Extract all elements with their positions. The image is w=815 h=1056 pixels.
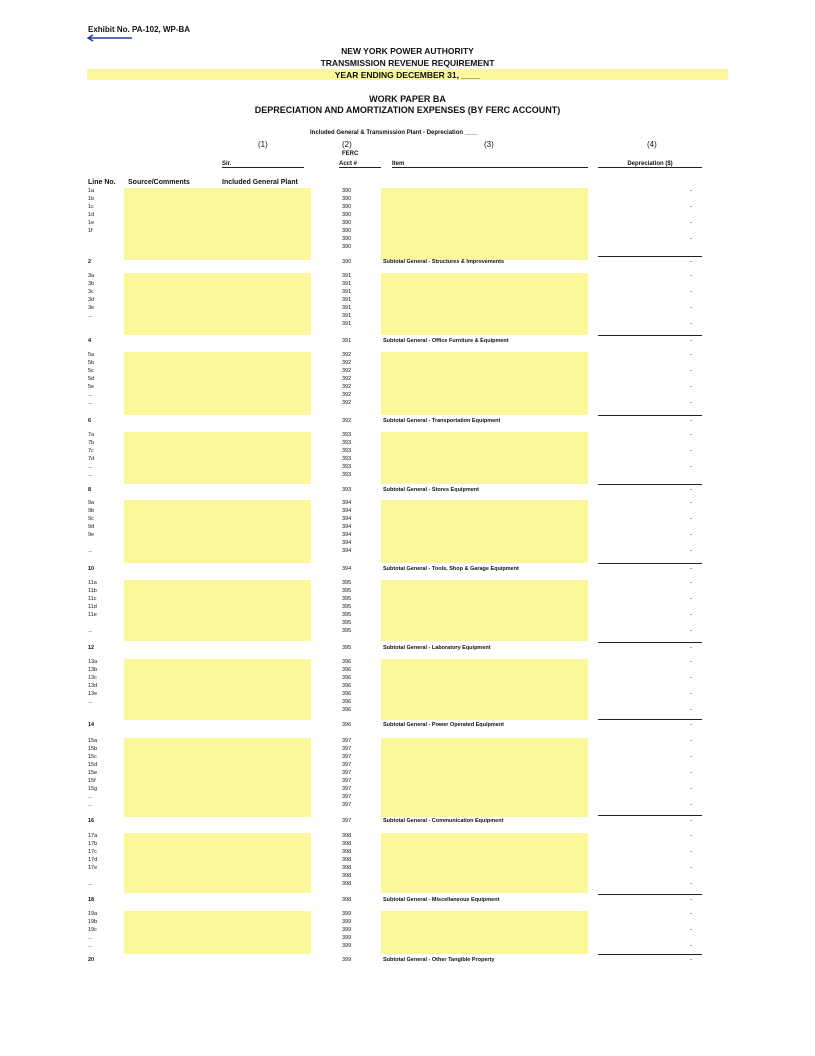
depreciation-value: - xyxy=(690,580,692,586)
subtotal-rule xyxy=(598,894,702,895)
acct-header: Acct # xyxy=(339,161,381,168)
ferc-account: 398 xyxy=(342,833,352,839)
ferc-account: 397 xyxy=(342,754,352,760)
subtotal-value: - xyxy=(690,487,692,493)
line-number: ... xyxy=(88,699,93,705)
subtotal-label: Subtotal General - Structures & Improvements xyxy=(383,259,505,265)
subtotal-line-number: 14 xyxy=(88,722,95,728)
depreciation-value: - xyxy=(690,352,692,358)
line-number: 13d xyxy=(88,683,98,689)
subtotal-line-number: 18 xyxy=(88,897,95,903)
ferc-account: 392 xyxy=(342,368,352,374)
subtotal-rule xyxy=(598,719,702,720)
line-number: 15f xyxy=(88,778,96,784)
ferc-account: 394 xyxy=(342,516,352,522)
depreciation-value: - xyxy=(690,943,692,949)
line-number: 13e xyxy=(88,691,98,697)
subtotal-value: - xyxy=(690,338,692,344)
depreciation-value: - xyxy=(690,236,692,242)
ferc-account: 398 xyxy=(342,857,352,863)
depreciation-value: - xyxy=(690,321,692,327)
line-number: 13a xyxy=(88,659,98,665)
ferc-account: 395 xyxy=(342,580,352,586)
subtotal-account: 397 xyxy=(342,818,352,824)
item-input-band xyxy=(381,432,588,484)
ferc-account: 391 xyxy=(342,313,352,319)
ferc-account: 394 xyxy=(342,532,352,538)
depreciation-value: - xyxy=(690,273,692,279)
source-input-band xyxy=(124,580,311,641)
item-input-band xyxy=(381,738,588,817)
source-comments-header: Source/Comments xyxy=(128,179,190,186)
ferc-account: 393 xyxy=(342,464,352,470)
ferc-account: 396 xyxy=(342,683,352,689)
depreciation-value: - xyxy=(690,400,692,406)
depreciation-value: - xyxy=(690,220,692,226)
ferc-account: 395 xyxy=(342,612,352,618)
ferc-account: 394 xyxy=(342,540,352,546)
ferc-account: 391 xyxy=(342,305,352,311)
subtotal-account: 396 xyxy=(342,722,352,728)
line-number: 1d xyxy=(88,212,95,218)
line-number: 11a xyxy=(88,580,97,586)
depreciation-value: - xyxy=(690,596,692,602)
depreciation-value: - xyxy=(690,833,692,839)
ferc-account: 396 xyxy=(342,675,352,681)
line-number: 3c xyxy=(88,289,94,295)
depreciation-value: - xyxy=(690,548,692,554)
ferc-account: 396 xyxy=(342,707,352,713)
line-number: 9c xyxy=(88,516,94,522)
line-number: ... xyxy=(88,943,93,949)
line-number: 11e xyxy=(88,612,97,618)
subtotal-line-number: 2 xyxy=(88,259,92,265)
line-number: 11d xyxy=(88,604,97,610)
ferc-account: 398 xyxy=(342,873,352,879)
ferc-account: 397 xyxy=(342,794,352,800)
ferc-account: 391 xyxy=(342,281,352,287)
exhibit-label: Exhibit No. PA-102, WP-BA xyxy=(88,25,191,34)
source-input-band xyxy=(124,911,311,954)
item-input-band xyxy=(381,188,588,260)
subtotal-line-number: 16 xyxy=(88,818,95,824)
item-input-band xyxy=(381,911,588,954)
depreciation-value: - xyxy=(690,612,692,618)
depreciation-header: Depreciation ($) xyxy=(598,161,702,168)
depreciation-value: - xyxy=(690,786,692,792)
sir-header: Sir. xyxy=(222,161,304,168)
line-number: ... xyxy=(88,802,93,808)
line-number: ... xyxy=(88,881,93,887)
ferc-account: 393 xyxy=(342,472,352,478)
ferc-account: 399 xyxy=(342,943,352,949)
depreciation-value: - xyxy=(690,516,692,522)
line-number: 15d xyxy=(88,762,98,768)
ferc-account: 391 xyxy=(342,321,352,327)
line-number: ... xyxy=(88,794,93,800)
ferc-account: 396 xyxy=(342,699,352,705)
report-title: TRANSMISSION REVENUE REQUIREMENT xyxy=(320,58,495,68)
line-number: 5e xyxy=(88,384,95,390)
subtotal-value: - xyxy=(690,645,692,651)
line-number: 1f xyxy=(88,228,93,234)
depreciation-value: - xyxy=(690,464,692,470)
subtotal-label: Subtotal General - Miscellaneous Equipment xyxy=(383,897,500,903)
depreciation-value: - xyxy=(690,927,692,933)
subtotal-line-number: 4 xyxy=(88,338,92,344)
ferc-account: 395 xyxy=(342,628,352,634)
line-number: 1c xyxy=(88,204,94,210)
line-number: 7c xyxy=(88,448,94,454)
depreciation-value: - xyxy=(690,849,692,855)
depreciation-value: - xyxy=(690,500,692,506)
source-input-band xyxy=(124,500,311,563)
subtotal-account: 392 xyxy=(342,418,352,424)
subtotal-account: 391 xyxy=(342,338,352,344)
ferc-account: 399 xyxy=(342,927,352,933)
ferc-account: 398 xyxy=(342,881,352,887)
ferc-account: 390 xyxy=(342,188,352,194)
item-header: Item xyxy=(392,161,588,168)
line-number: 9a xyxy=(88,500,95,506)
subtotal-rule xyxy=(598,484,702,485)
subtotal-label: Subtotal General - Transportation Equipment xyxy=(383,418,501,424)
subtotal-rule xyxy=(598,642,702,643)
ferc-account: 396 xyxy=(342,659,352,665)
line-number: 13c xyxy=(88,675,97,681)
subtotal-account: 393 xyxy=(342,487,352,493)
depreciation-value: - xyxy=(690,188,692,194)
depreciation-value: - xyxy=(690,770,692,776)
depreciation-value: - xyxy=(690,865,692,871)
ferc-account: 395 xyxy=(342,620,352,626)
ferc-account: 396 xyxy=(342,691,352,697)
work-paper-subtitle: DEPRECIATION AND AMORTIZATION EXPENSES (BY FERC ACCOUNT) xyxy=(254,105,561,115)
line-number: 9b xyxy=(88,508,95,514)
line-number: ... xyxy=(88,313,93,319)
subtotal-value: - xyxy=(690,259,692,265)
included-general-plant-header: Included General Plant xyxy=(222,179,298,186)
depreciation-value: - xyxy=(690,305,692,311)
line-number: ... xyxy=(88,935,93,941)
line-number: ... xyxy=(88,400,93,406)
year-ending: YEAR ENDING DECEMBER 31, ____ xyxy=(334,70,481,80)
line-number: 1a xyxy=(88,188,95,194)
ferc-account: 392 xyxy=(342,392,352,398)
ferc-account: 394 xyxy=(342,500,352,506)
subtotal-rule xyxy=(598,256,702,257)
item-input-band xyxy=(381,500,588,563)
ferc-account: 392 xyxy=(342,376,352,382)
line-number: 15a xyxy=(88,738,98,744)
source-input-band xyxy=(124,352,311,415)
depreciation-value: - xyxy=(690,384,692,390)
line-number: 19a xyxy=(88,911,98,917)
line-number: 9e xyxy=(88,532,95,538)
subtotal-account: 399 xyxy=(342,957,352,963)
ferc-account: 398 xyxy=(342,865,352,871)
line-number: ... xyxy=(88,392,93,398)
subtotal-account: 398 xyxy=(342,897,352,903)
ferc-account: 397 xyxy=(342,770,352,776)
subtotal-rule xyxy=(598,335,702,336)
depreciation-value: - xyxy=(690,707,692,713)
line-number: 11b xyxy=(88,588,97,594)
line-number: 17e xyxy=(88,865,98,871)
subtotal-label: Subtotal General - Tools, Shop & Garage Equipment xyxy=(383,566,519,572)
depreciation-value: - xyxy=(690,628,692,634)
subtotal-label: Subtotal General - Laboratory Equipment xyxy=(383,645,491,651)
line-number: 7b xyxy=(88,440,95,446)
source-input-band xyxy=(124,833,311,893)
ferc-account: 392 xyxy=(342,400,352,406)
ferc-account: 393 xyxy=(342,448,352,454)
depreciation-value: - xyxy=(690,911,692,917)
item-input-band xyxy=(381,352,588,415)
line-number: 3a xyxy=(88,273,95,279)
line-number: 15c xyxy=(88,754,97,760)
source-input-band xyxy=(124,273,311,335)
ferc-account: 395 xyxy=(342,588,352,594)
ferc-account: 390 xyxy=(342,236,352,242)
subtotal-value: - xyxy=(690,566,692,572)
depreciation-value: - xyxy=(690,204,692,210)
ferc-account: 390 xyxy=(342,228,352,234)
line-number: 19c xyxy=(88,927,97,933)
col-1-number: (1) xyxy=(258,140,268,149)
ferc-account: 390 xyxy=(342,212,352,218)
ferc-account: 390 xyxy=(342,244,352,250)
subtotal-rule xyxy=(598,954,702,955)
source-input-band xyxy=(124,432,311,484)
subtotal-value: - xyxy=(690,897,692,903)
col-4-number: (4) xyxy=(647,140,657,149)
ferc-account: 397 xyxy=(342,786,352,792)
ferc-account: 390 xyxy=(342,204,352,210)
line-number: 9d xyxy=(88,524,95,530)
back-arrow-icon xyxy=(86,34,132,42)
ferc-account: 391 xyxy=(342,297,352,303)
ferc-account: 397 xyxy=(342,762,352,768)
ferc-account: 394 xyxy=(342,524,352,530)
line-number: 15b xyxy=(88,746,98,752)
ferc-account: 390 xyxy=(342,220,352,226)
line-number: 11c xyxy=(88,596,97,602)
line-number: 13b xyxy=(88,667,98,673)
source-input-band xyxy=(124,738,311,817)
line-number: 5a xyxy=(88,352,95,358)
depreciation-value: - xyxy=(690,881,692,887)
ferc-account: 397 xyxy=(342,746,352,752)
item-input-band xyxy=(381,273,588,335)
depreciation-value: - xyxy=(690,802,692,808)
subtotal-line-number: 6 xyxy=(88,418,92,424)
ferc-account: 393 xyxy=(342,432,352,438)
subtotal-rule xyxy=(598,815,702,816)
line-number: 5c xyxy=(88,368,94,374)
ferc-account: 398 xyxy=(342,849,352,855)
ferc-account: 392 xyxy=(342,360,352,366)
section-title: Included General & Transmission Plant - Depreciation ____ xyxy=(310,130,479,136)
ferc-account: 392 xyxy=(342,352,352,358)
subtotal-value: - xyxy=(690,818,692,824)
subtotal-label: Subtotal General - Power Operated Equipment xyxy=(383,722,505,728)
ferc-account: 394 xyxy=(342,548,352,554)
ferc-account: 399 xyxy=(342,911,352,917)
depreciation-value: - xyxy=(690,659,692,665)
subtotal-account: 395 xyxy=(342,645,352,651)
col-2-number: (2) xyxy=(342,140,352,149)
depreciation-value: - xyxy=(690,289,692,295)
subtotal-account: 394 xyxy=(342,566,352,572)
line-number: 7d xyxy=(88,456,95,462)
subtotal-value: - xyxy=(690,957,692,963)
depreciation-value: - xyxy=(690,432,692,438)
line-number: 17b xyxy=(88,841,98,847)
source-input-band xyxy=(124,188,311,260)
subtotal-line-number: 8 xyxy=(88,487,92,493)
line-number: ... xyxy=(88,464,93,470)
line-number: 19b xyxy=(88,919,98,925)
ferc-account: 391 xyxy=(342,289,352,295)
ferc-account: 393 xyxy=(342,440,352,446)
subtotal-rule xyxy=(598,563,702,564)
item-input-band xyxy=(381,659,588,720)
depreciation-value: - xyxy=(690,675,692,681)
line-number: 1b xyxy=(88,196,95,202)
subtotal-line-number: 20 xyxy=(88,957,95,963)
line-number: 5b xyxy=(88,360,95,366)
line-number: 15g xyxy=(88,786,98,792)
depreciation-value: - xyxy=(690,754,692,760)
subtotal-label: Subtotal General - Other Tangible Property xyxy=(383,957,495,963)
org-name: NEW YORK POWER AUTHORITY xyxy=(341,46,474,56)
ferc-account: 395 xyxy=(342,596,352,602)
line-number: ... xyxy=(88,472,93,478)
subtotal-line-number: 10 xyxy=(88,566,95,572)
line-number: 3d xyxy=(88,297,95,303)
depreciation-value: - xyxy=(690,691,692,697)
line-number: 17a xyxy=(88,833,98,839)
depreciation-value: - xyxy=(690,368,692,374)
ferc-account: 395 xyxy=(342,604,352,610)
line-number: 17d xyxy=(88,857,98,863)
ferc-account: 398 xyxy=(342,841,352,847)
line-number: 3b xyxy=(88,281,95,287)
subtotal-label: Subtotal General - Stores Equipment xyxy=(383,487,479,493)
subtotal-value: - xyxy=(690,418,692,424)
subtotal-label: Subtotal General - Office Furniture & Equipment xyxy=(383,338,509,344)
ferc-account: 397 xyxy=(342,778,352,784)
ferc-header: FERC xyxy=(342,151,359,157)
source-input-band xyxy=(124,659,311,720)
line-number: 15e xyxy=(88,770,98,776)
item-input-band xyxy=(381,580,588,641)
line-number: ... xyxy=(88,628,93,634)
ferc-account: 397 xyxy=(342,802,352,808)
ferc-account: 392 xyxy=(342,384,352,390)
line-number: 7a xyxy=(88,432,95,438)
subtotal-value: - xyxy=(690,722,692,728)
subtotal-label: Subtotal General - Communication Equipment xyxy=(383,818,504,824)
col-3-number: (3) xyxy=(484,140,494,149)
line-number: ... xyxy=(88,548,93,554)
depreciation-value: - xyxy=(690,448,692,454)
ferc-account: 394 xyxy=(342,508,352,514)
subtotal-account: 390 xyxy=(342,259,352,265)
subtotal-line-number: 12 xyxy=(88,645,95,651)
ferc-account: 399 xyxy=(342,935,352,941)
ferc-account: 391 xyxy=(342,273,352,279)
line-number: 1e xyxy=(88,220,95,226)
ferc-account: 396 xyxy=(342,667,352,673)
depreciation-value: - xyxy=(690,532,692,538)
line-number: 3e xyxy=(88,305,95,311)
ferc-account: 390 xyxy=(342,196,352,202)
subtotal-rule xyxy=(598,415,702,416)
work-paper-title: WORK PAPER BA xyxy=(369,94,446,104)
line-no-header: Line No. xyxy=(88,179,116,186)
ferc-account: 397 xyxy=(342,738,352,744)
line-number: 5d xyxy=(88,376,95,382)
item-input-band xyxy=(381,833,588,893)
ferc-account: 393 xyxy=(342,456,352,462)
depreciation-value: - xyxy=(690,738,692,744)
line-number: 17c xyxy=(88,849,97,855)
ferc-account: 399 xyxy=(342,919,352,925)
